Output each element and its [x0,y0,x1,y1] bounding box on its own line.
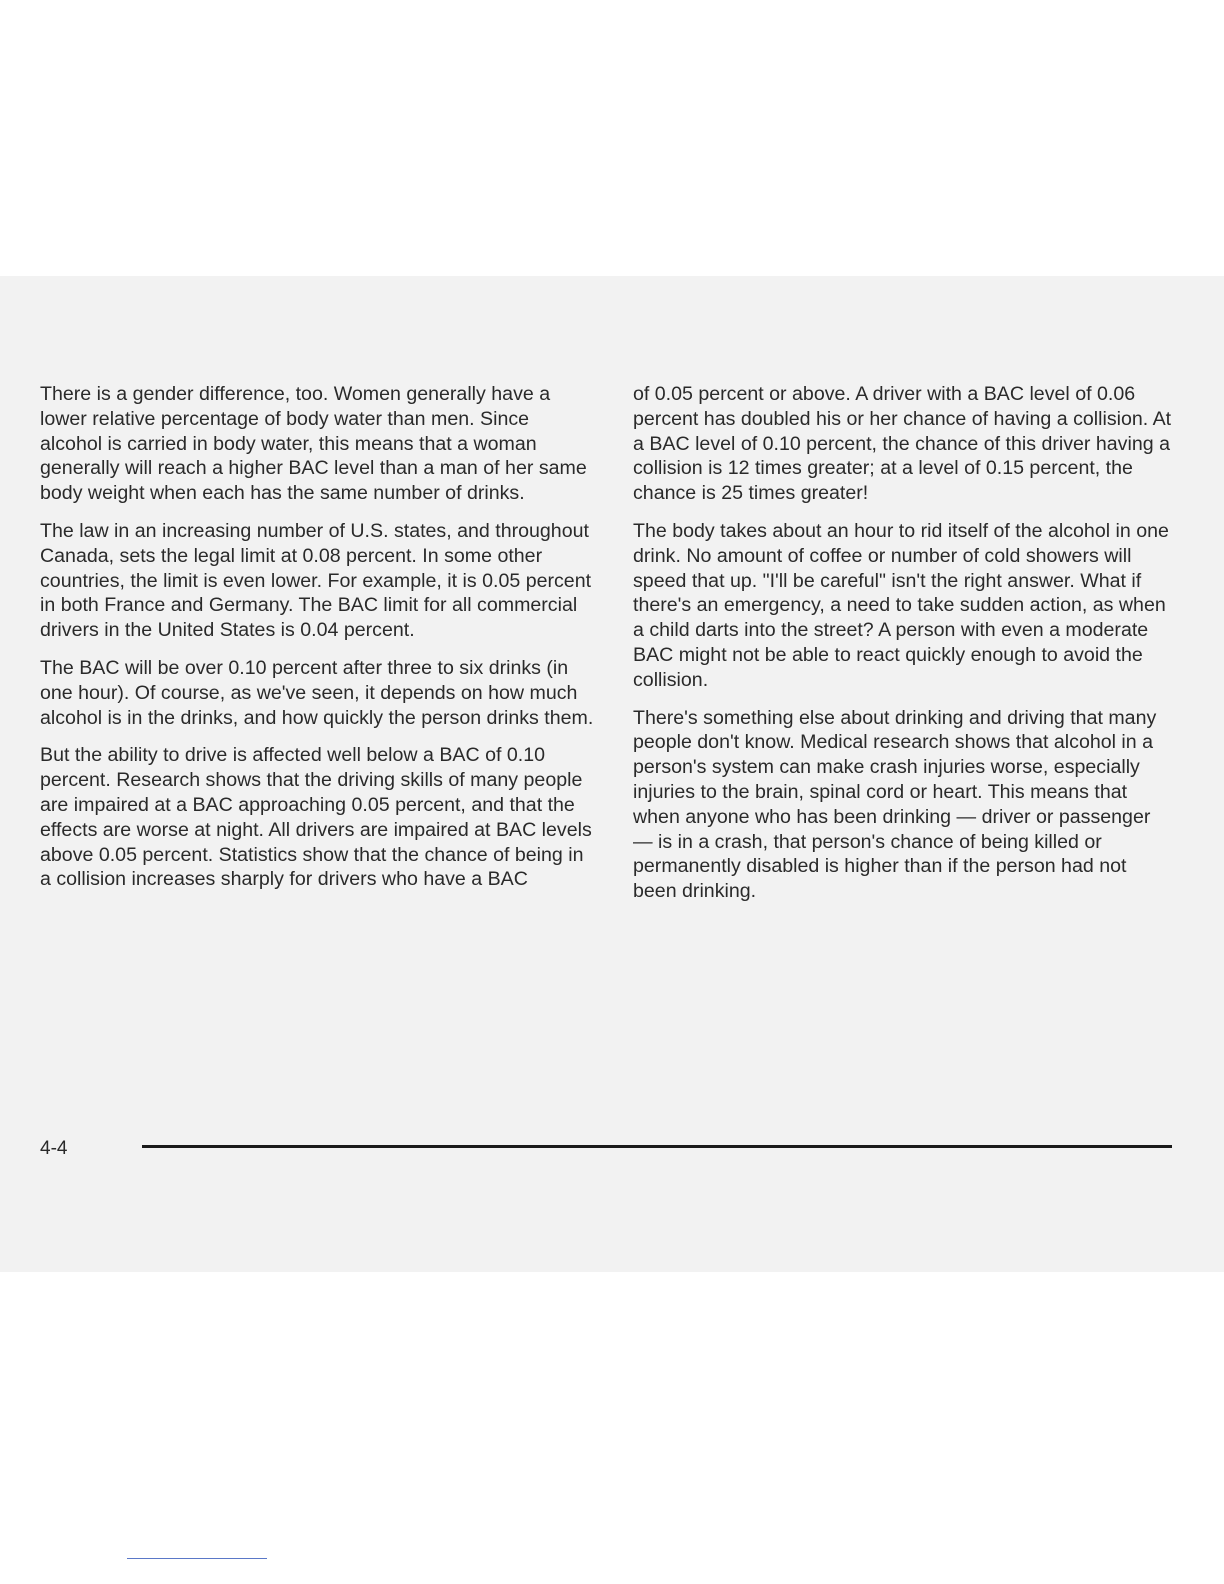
paragraph-medical-research: There's something else about drinking and driving that many people don't know. Medical research shows that alcohol in a person's system can make crash injuries worse, especially injuries to the brain, spinal cord or heart. This means that when anyone who has been drinking — driver or passenger — is in a crash, that person's chance of being killed or permanently disabled is higher than if the person had not been drinking. [633,706,1157,903]
footer-divider [142,1145,1172,1148]
paragraph-bac-over-limit: The BAC will be over 0.10 percent after three to six drinks (in one hour). Of course, as we've seen, it depends on how much alcohol is in the drinks, and how quickly the person drinks them. [40,656,594,729]
paragraph-legal-limit: The law in an increasing number of U.S. states, and throughout Canada, sets the legal limit at 0.08 percent. In some other countries, the limit is even lower. For example, it is 0.05 percent in both France and Germany. The BAC limit for all commercial drivers in the United States is 0.04 percent. [40,519,592,642]
right-text-column [633,382,1173,917]
bottom-divider-line [127,1558,267,1559]
paragraph-body-rid-alcohol: The body takes about an hour to rid itself of the alcohol in one drink. No amount of coffee or number of cold showers will speed that up. "I'll be careful" isn't the right answer. What if there's an emergency, a need to take sudden action, as when a child darts into the street? A person with even a moderate BAC might not be able to react quickly enough to avoid the collision. [633,519,1169,691]
paragraph-ability-to-drive: But the ability to drive is affected well below a BAC of 0.10 percent. Research shows that the driving skills of many people are impaired at a BAC approaching 0.05 percent, and that the effects are worse at night. All drivers are impaired at BAC levels above 0.05 percent. Statistics show that the chance of being in a collision increases sharply for drivers who have a BAC [40,744,592,891]
left-text-column [40,382,595,905]
paragraph-collision-chance: of 0.05 percent or above. A driver with a BAC level of 0.06 percent has doubled his or her chance of having a collision. At a BAC level of 0.10 percent, the chance of this driver having a collision is 12 times greater; at a level of 0.15 percent, the chance is 25 times greater! [633,383,1172,505]
paragraph-gender-difference: There is a gender difference, too. Women generally have a lower relative percentage of body water than men. Since alcohol is carried in body water, this means that a woman generally will reach a higher BAC level than a man of her same body weight when each has the same number of drinks. [40,383,587,505]
page-number: 4-4 [40,1138,68,1159]
